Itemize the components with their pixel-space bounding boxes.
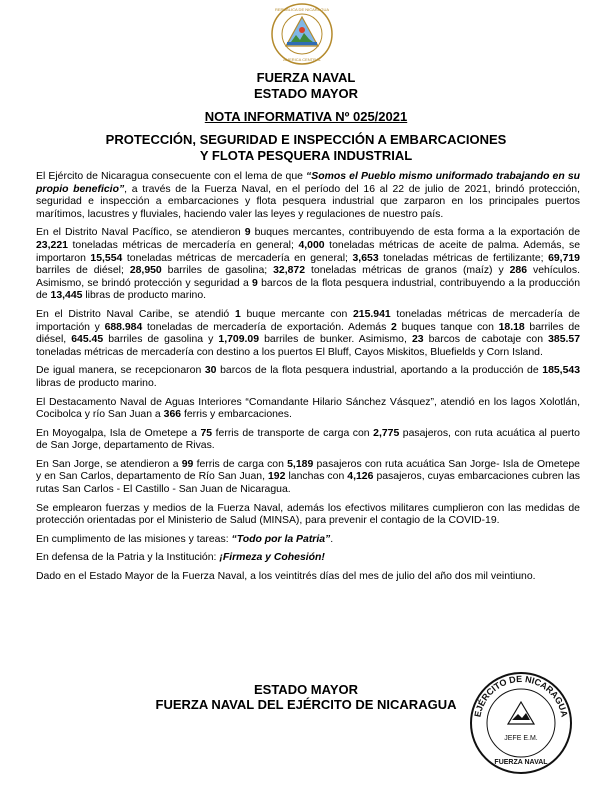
motto-text: “Somos el Pueblo mismo uniformado trabajando en su propio beneficio” <box>36 171 581 195</box>
signature-estado-mayor: ESTADO MAYOR <box>253 682 358 697</box>
header-line-fuerza-naval: FUERZA NAVAL <box>256 70 356 85</box>
nota-label: NOTA INFORMATIVA Nº 025/2021 <box>204 109 408 124</box>
paragraph-caribe: En el Distrito Naval Caribe, se atendió 1 buque mercante con 215.941 toneladas métricas de mercadería de importación y 688.984 toneladas de mercadería de exportación. Además 2 buques tanque con 18.18 barriles de diésel, 645.45 barriles de gasolina y 1,709.09 barriles de bunker. Asimismo, 23 barcos de cabotaje con 385.57 toneladas métricas de mercadería con destino a los puertos El Bluff, Cayos Miskitos, Bluefields y Corn Island. <box>36 308 581 358</box>
nota-informativa-number <box>0 109 612 124</box>
nicaragua-seal-logo <box>270 2 334 66</box>
paragraph-moyogalpa: En Moyogalpa, Isla de Ometepe a 75 ferris de transporte de carga con 2,775 pasajeros, con ruta acuática al puerto de San Jorge, departamento de Rivas. <box>36 427 580 452</box>
paragraph-intro: El Ejército de Nicaragua consecuente con el lema de que “Somos el Pueblo mismo uniformado trabajando en su propio beneficio”, a través de la Fuerza Naval, en el período del 16 al 22 de julio de 2021, brindó protección, seguridad e inspección a embarcaciones y flota pesquera industrial que zarparon en los principales puertos marítimos, lacustres y fluviales, haciendo valer las leyes y regulaciones de nuestro país. <box>36 171 581 220</box>
stamp-bottom-text: FUERZA NAVAL <box>494 759 548 766</box>
stamp-center-text: JEFE E.M. <box>504 735 538 742</box>
paragraph-defensa: En defensa de la Patria y la Institución: ¡Firmeza y Cohesión! <box>36 552 325 564</box>
paragraph-aguas-interiores: El Destacamento Naval de Aguas Interiores “Comandante Hilario Sánchez Vásquez”, atendió en los lagos Xolotlán, Cocibolca y río San Juan a 366 ferris y embarcaciones. <box>36 396 580 421</box>
header-line-estado-mayor: ESTADO MAYOR <box>253 86 358 101</box>
paragraph-flota-pesquera: De igual manera, se recepcionaron 30 barcos de la flota pesquera industrial, aportando a la producción de 185,543 libras de producto marino. <box>36 365 580 389</box>
document-title-line1: PROTECCIÓN, SEGURIDAD E INSPECCIÓN A EMBARCACIONES <box>105 132 507 147</box>
svg-text:EJÉRCITO DE NICARAGUA: EJÉRCITO DE NICARAGUA <box>472 673 570 718</box>
signature-fuerza-naval: FUERZA NAVAL DEL EJÉRCITO DE NICARAGUA <box>155 697 457 712</box>
document-body <box>36 171 580 590</box>
paragraph-dado: Dado en el Estado Mayor de la Fuerza Naval, a los veintitrés días del mes de julio del año dos mil veintiuno. <box>36 571 536 583</box>
svg-text:AMERICA CENTRAL: AMERICA CENTRAL <box>283 57 321 62</box>
svg-text:REPUBLICA DE NICARAGUA: REPUBLICA DE NICARAGUA <box>274 7 330 12</box>
paragraph-san-jorge: En San Jorge, se atendieron a 99 ferris de carga con 5,189 pasajeros con ruta acuática San Jorge- Isla de Ometepe y en San Carlos, departamento de Río San Juan, 192 lanchas con 4,126 pasajeros, cuyas embarcaciones cubren las rutas San Carlos - El Castillo - San Juan de Nicaragua. <box>36 458 580 496</box>
document-title-line2: Y FLOTA PESQUERA INDUSTRIAL <box>199 148 413 163</box>
paragraph-minsa: Se emplearon fuerzas y medios de la Fuerza Naval, además los efectivos militares cumplieron con las medidas de protección orientadas por el Ministerio de Salud (MINSA), para prevenir el contagio de la COVID-19. <box>36 502 580 527</box>
paragraph-pacifico: En el Distrito Naval Pacífico, se atendieron 9 buques mercantes, contribuyendo de esta forma a la exportación de 23,221 toneladas métricas de mercadería en general; 4,000 toneladas métricas de aceite de palma. Además, se importaron 15,554 toneladas métricas de mercadería en general; 3,653 toneladas métricas de fertilizante; 69,719 barriles de diésel; 28,950 barriles de gasolina; 32,872 toneladas métricas de granos (maíz) y 286 vehículos. Asimismo, se brindó protección y seguridad a 9 barcos de la flota pesquera industrial, contribuyendo a la producción de 13,445 libras de producto marino. <box>36 227 581 302</box>
paragraph-misiones: En cumplimento de las misiones y tareas: “Todo por la Patria”. <box>36 533 334 545</box>
official-stamp <box>466 668 576 778</box>
